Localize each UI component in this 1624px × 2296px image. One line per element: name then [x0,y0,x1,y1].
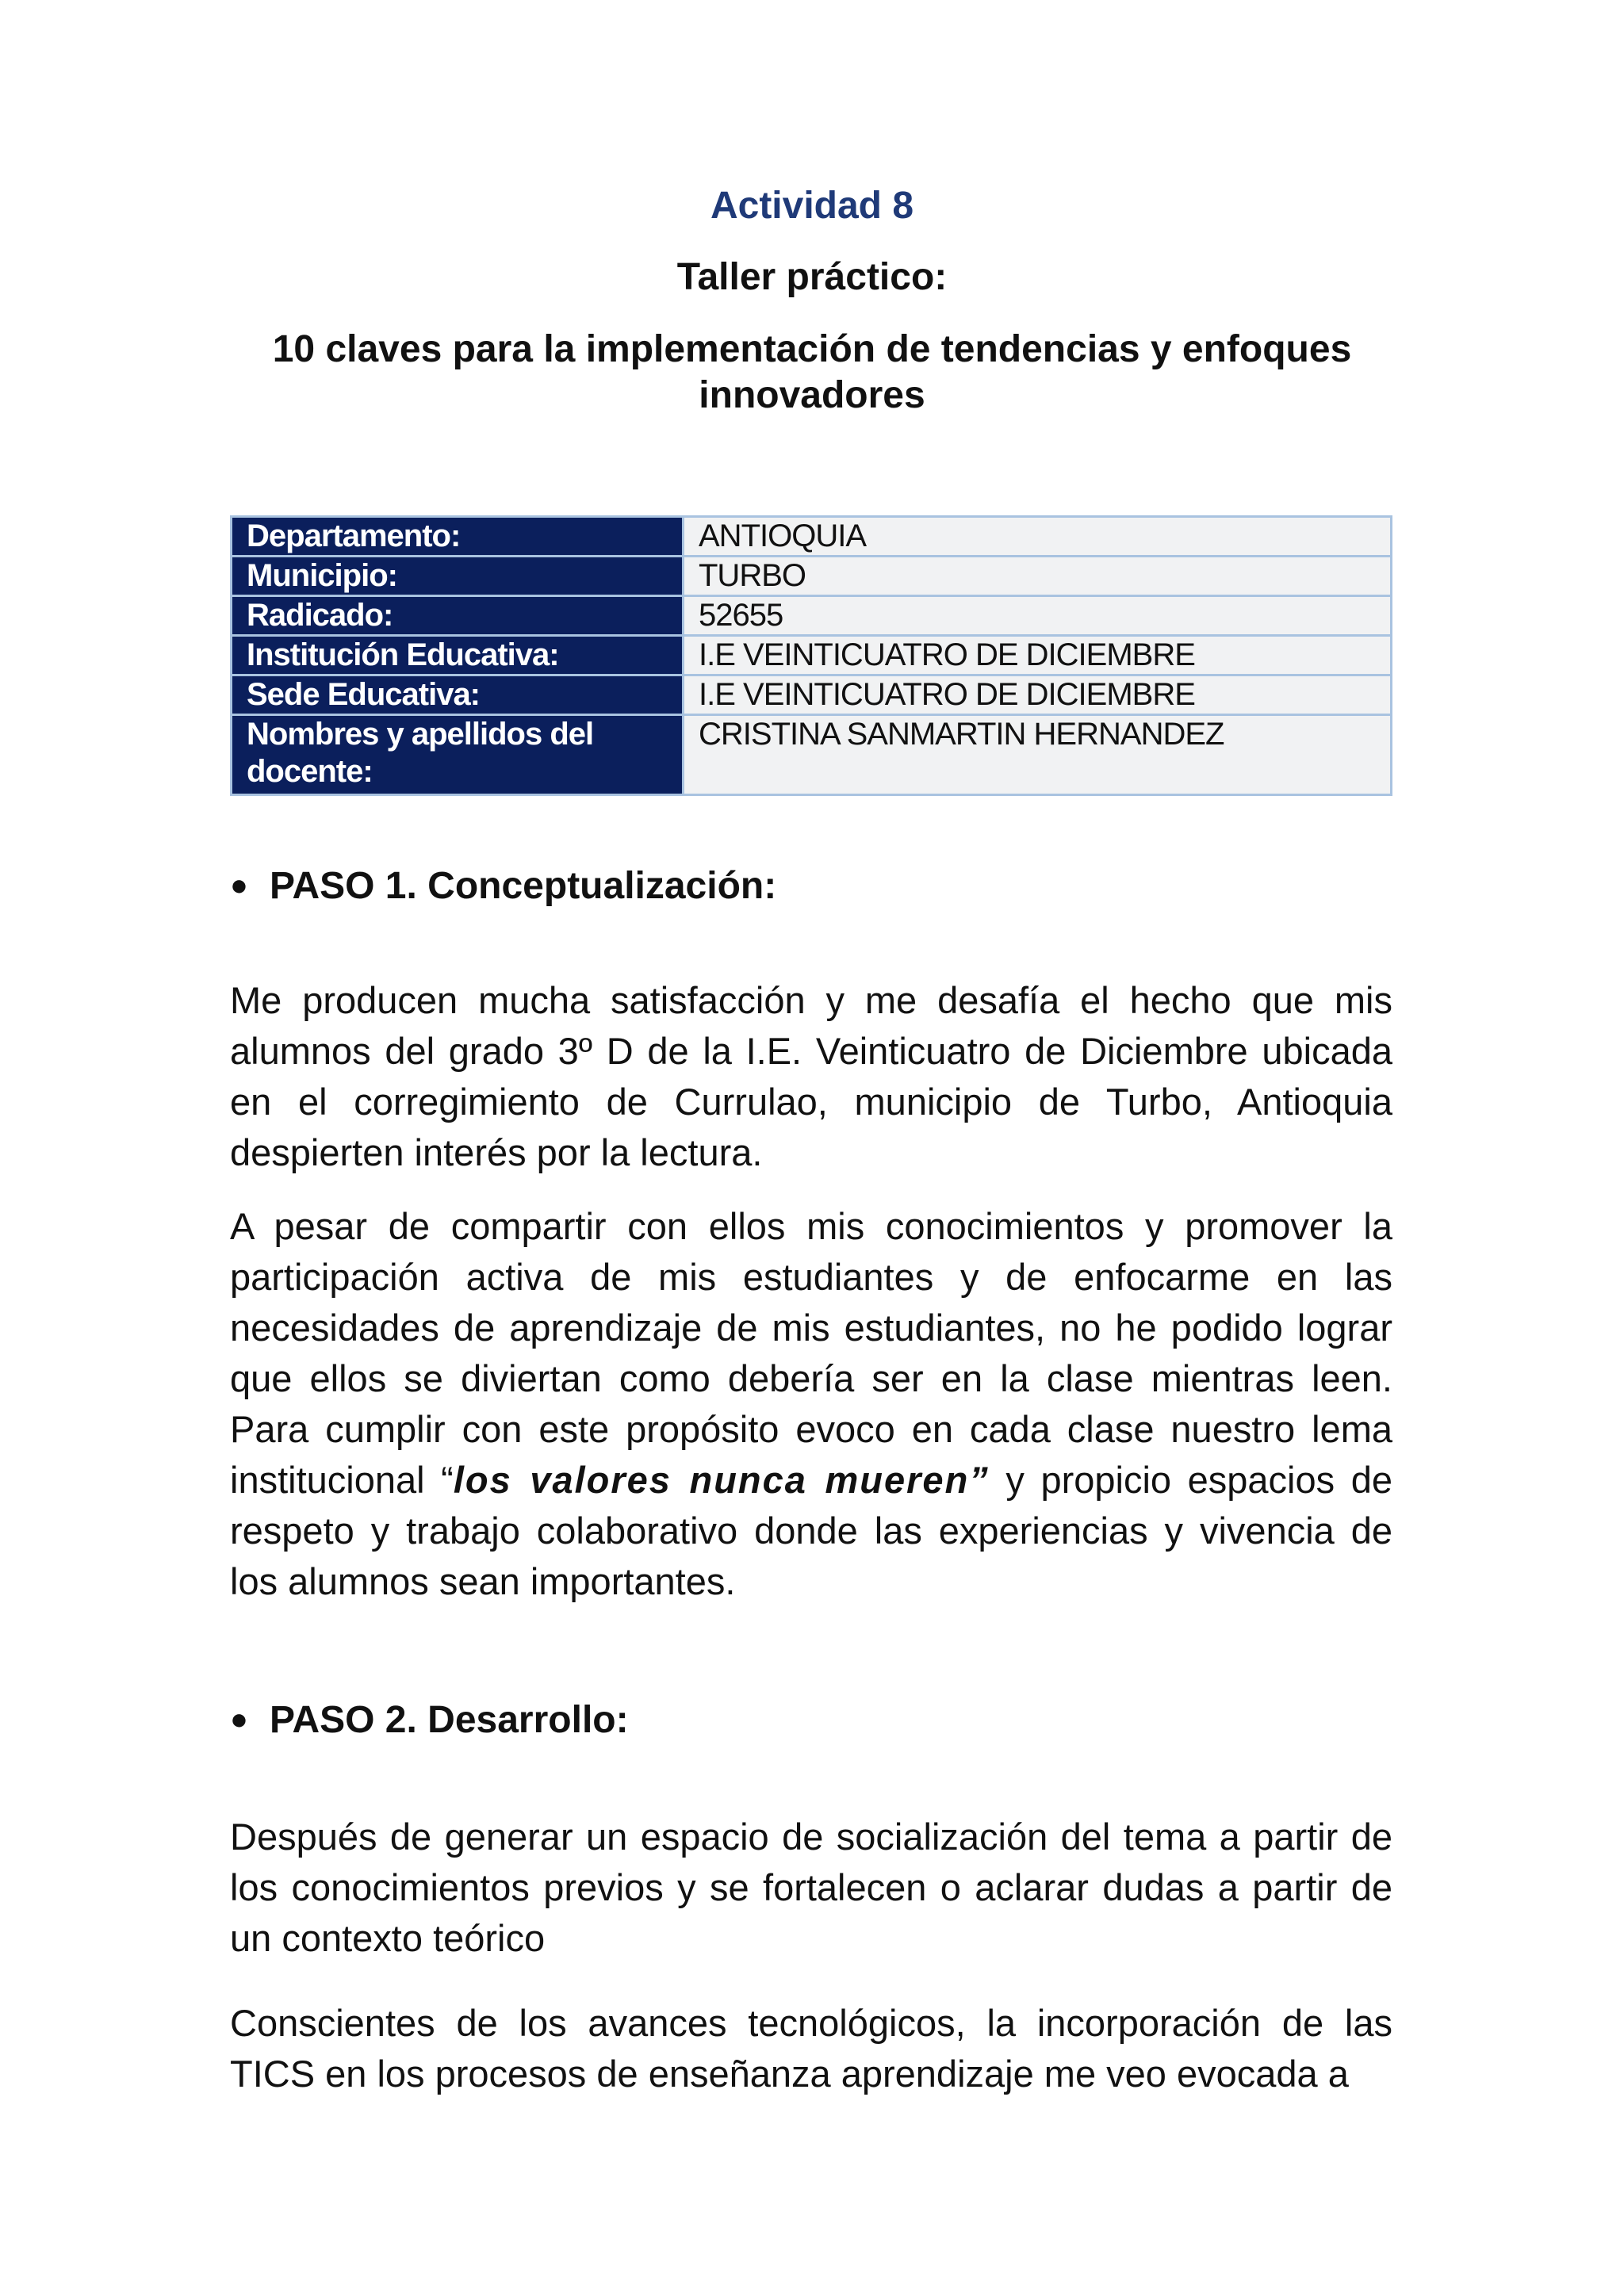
paso2-paragraph-1: Después de generar un espacio de socialización del tema a partir de los conocimientos previos y se fortalecen o aclarar dudas a partir de un contexto teórico [230,1816,1392,1959]
paso1-paragraph-1: Me producen mucha satisfacción y me desafía el hecho que mis alumnos del grado 3º D de la I.E. Veinticuatro de Diciembre ubicada en el corregimiento de Currulao, municipio de Turbo, Antioquia despierten interés por la lectura. [230,979,1392,1173]
table-row [232,596,1392,636]
paso2-heading [230,1698,629,1742]
row-value: ANTIOQUIA [684,517,1392,557]
paso1-paragraph-2-end: y propicio espacios de respeto y trabajo colaborativo donde las experiencias y vivencia de los alumnos sean importantes. [230,1459,1392,1602]
info-table [230,515,1392,796]
paso1-heading [230,864,776,908]
row-value: TURBO [684,557,1392,596]
row-value: CRISTINA SANMARTIN HERNANDEZ [684,715,1392,795]
row-label: Sede Educativa: [232,675,684,715]
table-row [232,715,1392,795]
paso1-paragraph-2 [230,1201,1392,1607]
row-label: Nombres y apellidos del docente: [232,715,684,795]
table-row [232,675,1392,715]
row-label: Departamento: [232,517,684,557]
paso2-paragraph-2: Conscientes de los avances tecnológicos, la incorporación de las TICS en los procesos de enseñanza aprendizaje me veo evocada a [230,2002,1392,2095]
row-label: Radicado: [232,596,684,636]
paso2-heading-text: PASO 2. Desarrollo: [270,1699,629,1741]
bullet-icon: ● [230,869,248,902]
table-row [232,557,1392,596]
bullet-icon: ● [230,1703,248,1736]
workshop-title: Taller práctico: [676,256,948,298]
row-label: Municipio: [232,557,684,596]
row-label: Institución Educativa: [232,636,684,675]
activity-title: Actividad 8 [710,185,914,227]
institutional-motto: los valores nunca mueren” [453,1459,990,1501]
paso1-paragraph-2-text: A pesar de compartir con ellos mis conocimientos y promover la participación activa de mis estudiantes y de enfocarme en las necesidades de aprendizaje de mis estudiantes, no he podido lograr que ellos se diviertan como debería ser en la clase mientras leen. Para cumplir con este propósito evoco en cada clase nuestro lema institucional “ [230,1205,1392,1501]
document-subtitle: 10 claves para la implementación de tendencias y enfoques innovadores [272,328,1352,416]
table-row [232,636,1392,675]
table-row [232,517,1392,557]
row-value: I.E VEINTICUATRO DE DICIEMBRE [684,675,1392,715]
row-value: 52655 [684,596,1392,636]
row-value: I.E VEINTICUATRO DE DICIEMBRE [684,636,1392,675]
paso1-heading-text: PASO 1. Conceptualización: [270,865,777,907]
